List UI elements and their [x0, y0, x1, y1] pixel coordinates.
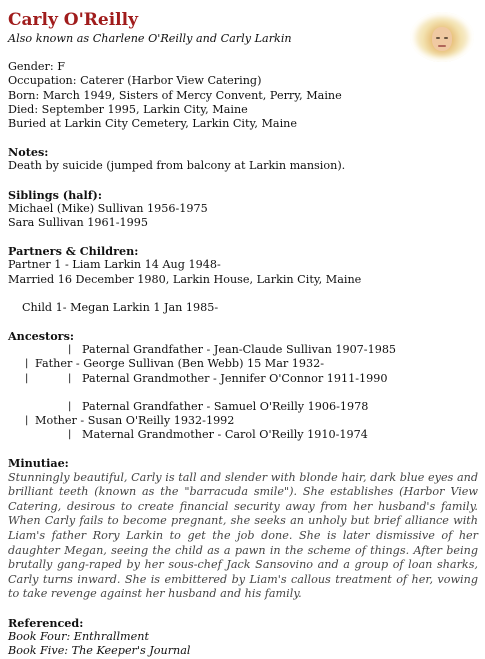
- ancestor-row: [8, 372, 478, 386]
- sibling-item: Sara Sullivan 1961-1995: [8, 216, 148, 230]
- tree-bar: |: [68, 372, 72, 384]
- ancestors-heading: Ancestors:: [8, 329, 74, 344]
- minutiae-heading: Minutiae:: [8, 456, 69, 471]
- maternal-side-grandfather: Paternal Grandfather - Samuel O'Reilly 1906-1978: [82, 399, 369, 413]
- ancestor-row: [8, 414, 478, 428]
- portrait-eye: [436, 37, 440, 39]
- partner-1: Partner 1 - Liam Larkin 14 Aug 1948-: [8, 258, 221, 272]
- ancestor-row: [8, 400, 478, 414]
- tree-bar: |: [68, 400, 72, 412]
- tree-bar: |: [25, 415, 29, 426]
- child-1: Child 1- Megan Larkin 1 Jan 1985-: [22, 300, 219, 314]
- notes-text: Death by suicide (jumped from balcony at Larkin mansion).: [8, 159, 346, 173]
- occupation: Occupation: Caterer (Harbor View Catering): [8, 74, 262, 88]
- died: Died: September 1995, Larkin City, Maine: [8, 102, 248, 116]
- portrait-photo: [410, 12, 474, 62]
- buried: Buried at Larkin City Cemetery, Larkin City, Maine: [8, 117, 297, 131]
- portrait-eye: [444, 37, 448, 39]
- paternal-grandmother: Paternal Grandmother - Jennifer O'Connor 1911-1990: [82, 371, 388, 385]
- portrait-mouth: [438, 45, 446, 47]
- reference-item: Book Five: The Keeper's Journal: [8, 644, 191, 658]
- sibling-item: Michael (Mike) Sullivan 1956-1975: [8, 201, 208, 215]
- notes-heading: Notes:: [8, 145, 49, 160]
- gender: Gender: F: [8, 60, 65, 74]
- reference-item: Book Four: Enthrallment: [8, 630, 149, 644]
- father: Father - George Sullivan (Ben Webb) 15 Mar 1932-: [35, 357, 325, 371]
- marriage: Married 16 December 1980, Larkin House, Larkin City, Maine: [8, 272, 362, 286]
- page-title: Carly O'Reilly: [8, 10, 138, 30]
- born: Born: March 1949, Sisters of Mercy Convent, Perry, Maine: [8, 88, 342, 102]
- ancestor-row: [8, 357, 478, 371]
- minutiae-text: Stunningly beautiful, Carly is tall and slender with blonde hair, dark blue eyes and brilliant teeth (known as the "barracuda smile"). She establishes (Harbor View Catering, desirous to create financial security away from her husband's family. When Carly fails to become pregnant, she seeks an unholy but brief alliance with Liam's father Rory Larkin to get the job done. She is later dismissive of her daughter Megan, seeing the child as a pawn in the scheme of things. After being brutally gang-raped by her sous-chef Jack Sansovino and a group of loan sharks, Carly turns inward. She is embittered by Liam's callous treatment of her, vowing to take revenge against her husband and his family.: [8, 470, 478, 601]
- ancestor-row: [8, 428, 478, 442]
- portrait-face: [432, 27, 452, 51]
- ancestor-row: [8, 343, 478, 357]
- tree-bar: |: [68, 344, 72, 356]
- maternal-grandmother: Maternal Grandmother - Carol O'Reilly 1910-1974: [82, 428, 368, 442]
- alias-line: Also known as Charlene O'Reilly and Carly Larkin: [8, 32, 292, 45]
- character-profile: [8, 10, 478, 659]
- tree-bar: |: [68, 429, 72, 441]
- tree-bar: |: [25, 372, 29, 384]
- siblings-heading: Siblings (half):: [8, 187, 102, 202]
- partners-heading: Partners & Children:: [8, 244, 139, 259]
- referenced-heading: Referenced:: [8, 615, 84, 630]
- paternal-grandfather: Paternal Grandfather - Jean-Claude Sullivan 1907-1985: [82, 343, 397, 357]
- tree-bar: |: [25, 358, 29, 370]
- mother: Mother - Susan O'Reilly 1932-1992: [35, 414, 235, 427]
